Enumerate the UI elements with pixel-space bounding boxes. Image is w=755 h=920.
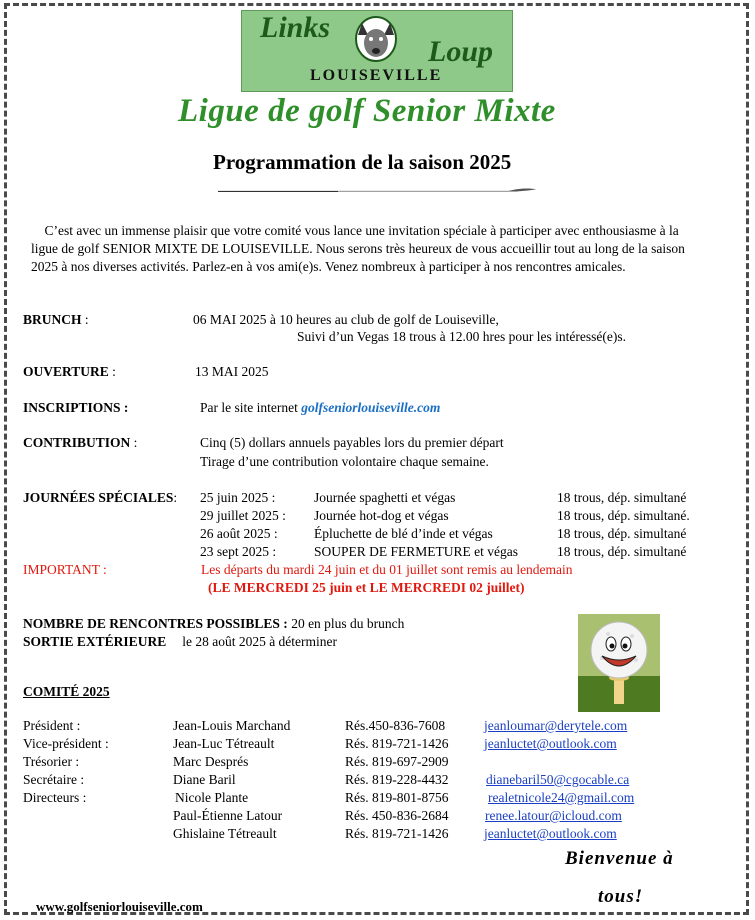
member-name: Ghislaine Tétreault	[173, 826, 277, 841]
journee-event: SOUPER DE FERMETURE et végas	[314, 544, 518, 559]
brunch-line2: Suivi d’un Vegas 18 trous à 12.00 hres pour les intéressé(e)s.	[297, 329, 626, 344]
intro-text: C’est avec un immense plaisir que votre comité vous lance une invitation spéciale à participer avec enthousiasme à la ligue de golf SENIOR MIXTE DE LOUISEVILLE. Nous serons très heureux de vous accueillir tout au long de la saison 2025 à nos diverses activités. Parlez-en à vos ami(e)s. Venez nombreux à participer à nos rencontres amicales.	[31, 223, 685, 274]
member-name: Paul-Étienne Latour	[173, 808, 283, 823]
golf-ball-icon	[578, 614, 660, 712]
member-name: Marc Després	[173, 754, 249, 769]
journee-event: Journée hot-dog et végas	[314, 508, 449, 523]
page-title: Programmation de la saison 2025	[213, 150, 512, 174]
bienvenue-line1: Bienvenue à	[565, 848, 674, 869]
rencontres-label: NOMBRE DE RENCONTRES POSSIBLES :	[23, 616, 288, 631]
member-role: Directeurs :	[23, 790, 87, 805]
member-phone: Rés.450-836-7608	[345, 718, 446, 733]
member-role: Président :	[23, 718, 81, 733]
member-name: Jean-Luc Tétreault	[173, 736, 275, 751]
journees-label-text: JOURNÉES SPÉCIALES	[23, 490, 174, 505]
member-phone: Rés. 819-697-2909	[345, 754, 449, 769]
journees-label	[23, 490, 177, 506]
member-phone: Rés. 819-801-8756	[345, 790, 449, 805]
member-role: Trésorier :	[23, 754, 80, 769]
inscriptions-label: INSCRIPTIONS :	[23, 400, 129, 415]
member-phone: Rés. 819-721-1426	[345, 736, 449, 751]
journees-sep: :	[173, 490, 178, 505]
ouverture-value: 13 MAI 2025	[195, 364, 269, 379]
member-name: Jean-Louis Marchand	[173, 718, 291, 733]
member-email-link[interactable]: realetnicole24@gmail.com	[488, 790, 635, 805]
member-role: Vice-président :	[23, 736, 109, 751]
brunch-sep: :	[81, 312, 89, 327]
contribution-sep: :	[130, 435, 138, 450]
member-email-link[interactable]: dianebaril50@cgocable.ca	[486, 772, 630, 787]
member-phone: Rés. 819-721-1426	[345, 826, 449, 841]
links-loup-logo	[241, 10, 513, 92]
journee-event: Épluchette de blé d’inde et végas	[314, 526, 493, 541]
member-name: Nicole Plante	[175, 790, 249, 805]
intro-paragraph	[31, 222, 701, 276]
member-phone: Rés. 450-836-2684	[345, 808, 449, 823]
brunch-label	[23, 312, 89, 328]
contribution-label-text: CONTRIBUTION	[23, 435, 131, 450]
website-link[interactable]: golfseniorlouiseville.com	[301, 400, 441, 415]
brunch-label-text: BRUNCH	[23, 312, 82, 327]
ouverture-sep: :	[108, 364, 116, 379]
member-role: Secrétaire :	[23, 772, 85, 787]
sortie-label: SORTIE EXTÉRIEURE	[23, 634, 167, 649]
logo-loup-text: Loup	[428, 35, 494, 68]
journee-info: 18 trous, dép. simultané	[557, 526, 687, 541]
ouverture-label-text: OUVERTURE	[23, 364, 109, 379]
golf-ball-image	[578, 614, 660, 712]
wolf-head-icon	[354, 13, 398, 63]
contribution-line1: Cinq (5) dollars annuels payables lors du premier départ	[200, 435, 504, 450]
logo-links-text: Links	[260, 11, 331, 44]
contribution-label	[23, 435, 137, 451]
sortie-line	[23, 634, 337, 650]
contribution-line2: Tirage d’une contribution volontaire chaque semaine.	[200, 454, 489, 469]
journee-event: Journée spaghetti et végas	[314, 490, 456, 505]
rencontres-line	[23, 616, 404, 632]
rencontres-value: 20 en plus du brunch	[287, 616, 405, 631]
important-label: IMPORTANT :	[23, 562, 107, 577]
journee-date: 26 août 2025 :	[200, 526, 278, 541]
comite-heading: COMITÉ 2025	[23, 684, 110, 699]
important-text: Les départs du mardi 24 juin et du 01 juillet sont remis au lendemain	[201, 562, 573, 577]
member-email-link[interactable]: jeanloumar@derytele.com	[484, 718, 628, 733]
member-email-link[interactable]: renee.latour@icloud.com	[485, 808, 622, 823]
journee-info: 18 trous, dép. simultané	[557, 490, 687, 505]
ouverture-label	[23, 364, 116, 380]
footer-url[interactable]: www.golfseniorlouiseville.com	[36, 899, 203, 914]
feather-divider-icon	[218, 188, 536, 192]
brunch-line1: 06 MAI 2025 à 10 heures au club de golf de Louiseville,	[193, 312, 499, 327]
bienvenue-line2: tous!	[598, 886, 644, 907]
journee-date: 23 sept 2025 :	[200, 544, 277, 559]
journee-date: 29 juillet 2025 :	[200, 508, 286, 523]
inscriptions-value	[200, 400, 440, 416]
sortie-value: le 28 août 2025 à déterminer	[182, 634, 338, 649]
member-email-link[interactable]: jeanluctet@outlook.com	[484, 826, 617, 841]
important-bold: (LE MERCREDI 25 juin et LE MERCREDI 02 juillet)	[208, 580, 525, 595]
member-name: Diane Baril	[173, 772, 236, 787]
journee-info: 18 trous, dép. simultané.	[557, 508, 690, 523]
journee-info: 18 trous, dép. simultané	[557, 544, 687, 559]
inscriptions-prefix: Par le site internet	[200, 400, 302, 415]
league-title: Ligue de golf Senior Mixte	[178, 93, 556, 129]
journee-date: 25 juin 2025 :	[200, 490, 276, 505]
member-email-link[interactable]: jeanluctet@outlook.com	[484, 736, 617, 751]
member-phone: Rés. 819-228-4432	[345, 772, 449, 787]
logo-city-text: LOUISEVILLE	[310, 67, 443, 84]
